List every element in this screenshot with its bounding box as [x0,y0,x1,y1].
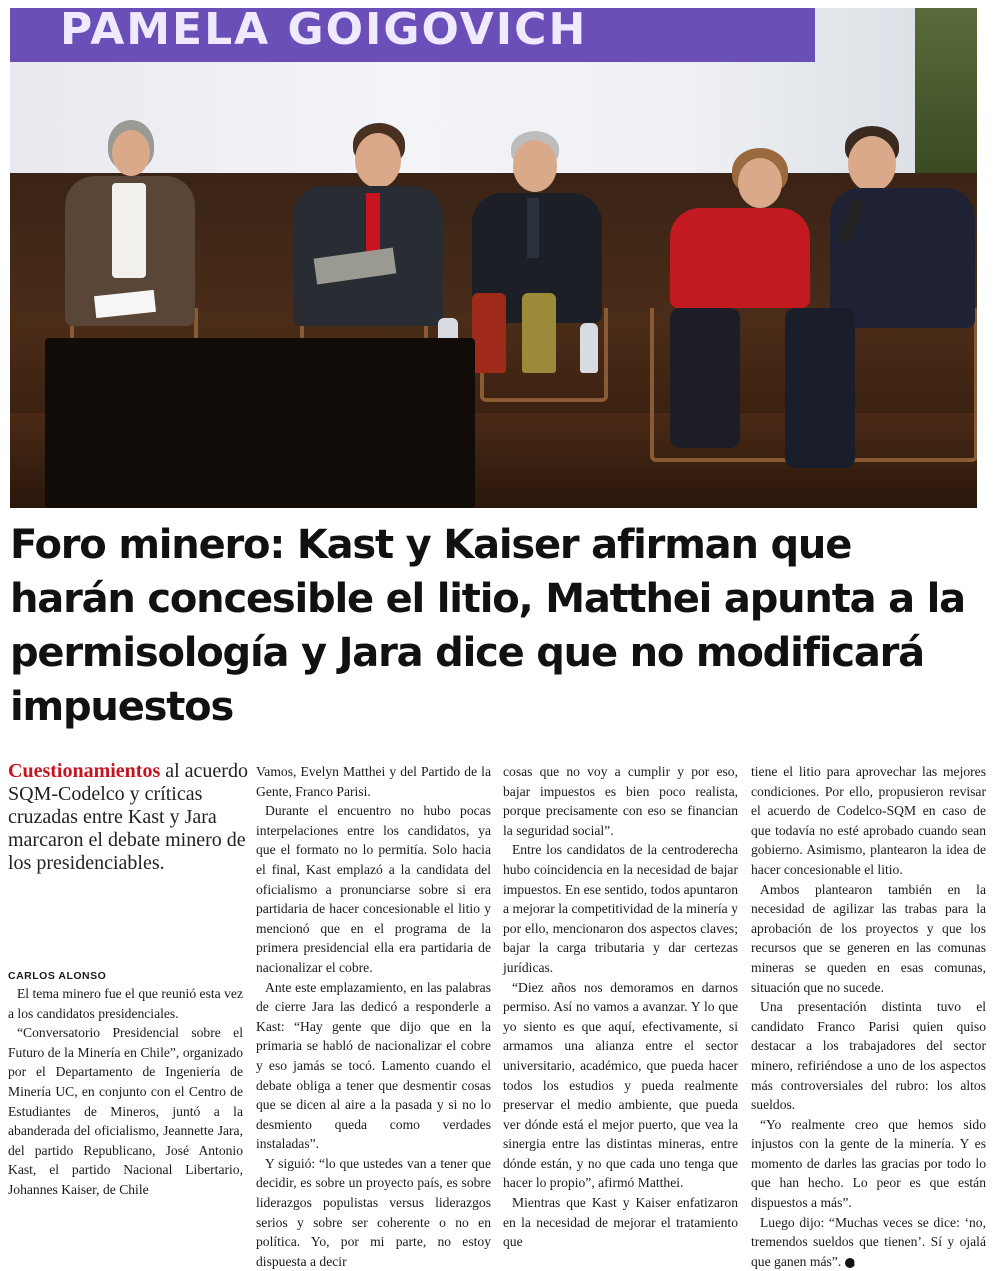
article-column-2 [256,762,491,1271]
paragraph: “Yo realmente creo que hemos sido injustos con la gente de la minería. Y es momento de darles las gracias por todo lo que han hecho. Lo peor es que están dispuestos a más”. [751,1116,986,1211]
projection-screen [10,8,977,173]
byline: CARLOS ALONSO [8,970,107,982]
paragraph: Una presentación distinta tuvo el candidato Franco Parisi quien quiso destacar a los trabajadores del sector minero, refiriéndose a uno de los aspectos más controversiales del rubro: los altos sueldos. [751,999,986,1113]
paragraph: El tema minero fue el que reunió esta vez a los candidatos presidenciales. [8,986,243,1021]
paragraph: tiene el litio para aprovechar las mejores condiciones. Por ello, propusieron revisar el acuerdo de Codelco-SQM en caso de que todavía no esté aprobado cuando sean gobierno. Asimismo, plantearon la idea de hacer concesionable el litio. [751,764,986,877]
stage-monitor [45,338,475,508]
paragraph: Entre los candidatos de la centroderecha hubo coincidencia en la necesidad de bajar impuestos. En ese sentido, todos apuntaron a mejorar la competitividad de la minería y por ello, mencionaron dos aspectos claves; bajar la carga tributaria y dar certezas jurídicas. [503,842,738,975]
plant-decoration [915,8,977,173]
article-column-1 [8,984,243,1200]
article-headline: Foro minero: Kast y Kaiser afirman que harán concesible el litio, Matthei apunta a la permisología y Jara dice que no modificará impuestos [10,522,965,730]
paragraph-text: Luego dijo: “Muchas veces se dice: ‘no, tremendos sueldos que tienen’. Sí y ojalá que ganen más”. [751,1214,986,1269]
end-of-article-icon: P [845,1258,855,1268]
paragraph: Y siguió: “lo que ustedes van a tener que decidir, es sobre un proyecto país, es sobre liderazgos populistas versus liderazgos serios y sobre ser coherente o no en política. Yo, por mi parte, no estoy dispuesta a decir [256,1155,491,1269]
article-column-4 [751,762,986,1271]
paragraph: Durante el encuentro no hubo pocas interpelaciones entre los candidatos, ya que el formato no lo permitía. Solo hacia el final, Kast emplazó a la candidata del oficialismo a pronunciarse sobre si era partidaria de hacer concesionable el litio y mencionó que en el programa de la primera presidencial ella era partidaria de nacionalizar el cobre. [256,803,491,975]
article-photo [10,8,977,508]
article-column-3 [503,762,738,1252]
paragraph: “Conversatorio Presidencial sobre el Futuro de la Minería en Chile”, organizado por el Departamento de Ingeniería de Minería UC, en conjunto con el Centro de Estudiantes de Mineros, juntó a la abanderada del oficialismo, Jeannette Jara, del partido Republicano, José Antonio Kast, el partido Nacional Libertario, Johannes Kaiser, de Chile [8,1025,243,1197]
article-lede [8,760,248,875]
bottle [522,293,556,373]
screen-name-text: PAMELA GOIGOVICH [60,8,588,54]
paragraph: “Diez años nos demoramos en darnos permiso. Así no vamos a avanzar. Y lo que yo siento es que aquí, efectivamente, si armamos una alianza entre el sector universitario, académico, que pueda hacer todos los estudios y pueda realmente preservar el medio ambiente, que pueda ver dónde está el mejor puerto, que vea la sinergia entre las distintas mineras, entre dónde están, y no que cada uno tenga que hacer lo propio”, afirmó Matthei. [503,979,738,1191]
paragraph: Mientras que Kast y Kaiser enfatizaron en la necesidad de mejorar el tratamiento que [503,1195,738,1250]
bottle [580,323,598,373]
bottle [472,293,506,373]
lede-keyword: Cuestionamientos [8,760,161,782]
lede-text: al acuerdo SQM-Codelco y críticas cruzadas entre Kast y Jara marcaron el debate minero de los presidenciables. [8,760,248,874]
paragraph: Vamos, Evelyn Matthei y del Partido de la Gente, Franco Parisi. [256,764,491,799]
paragraph: cosas que no voy a cumplir y por eso, bajar impuestos es bien poco realista, porque precisamente con eso se financian la seguridad social”. [503,764,738,838]
paragraph [751,1213,986,1271]
paragraph: Ambos plantearon también en la necesidad de agilizar las trabas para la aprobación de los proyectos y que los recursos que se generen en las comunas mineras se queden en esas comunas, situación que no sucede. [751,881,986,995]
paragraph: Ante este emplazamiento, en las palabras de cierre Jara las dedicó a responderle a Kast: “Hay gente que dijo que en la primaria se habló de nacionalizar el cobre y eso jamás se tocó. Lamento cuando el debate obliga a tener que desmentir cosas que se dicen al aire a la pasada y si no lo desmiento queda como verdades instaladas”. [256,979,491,1152]
